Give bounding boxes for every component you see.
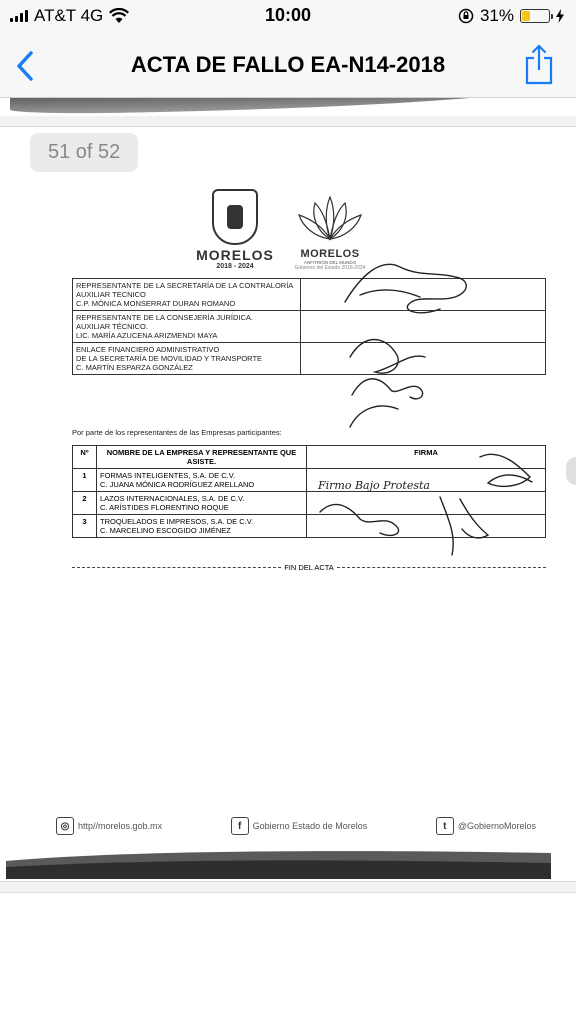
orientation-lock-icon <box>458 8 474 24</box>
end-text: FIN DEL ACTA <box>284 563 334 572</box>
official-name: C.P. MÓNICA MONSERRAT DURAN ROMANO <box>76 299 236 308</box>
logo-right-tagline: ANFITRIÓN DEL MUNDO <box>303 260 357 265</box>
next-page[interactable] <box>0 892 576 1024</box>
page-decoration <box>6 849 551 879</box>
previous-page[interactable] <box>0 98 576 116</box>
table-row <box>73 492 546 515</box>
logo-right-name: MORELOS <box>300 248 360 260</box>
share-button[interactable] <box>522 42 556 86</box>
handwritten-note: Firmo Bajo Protesta <box>318 479 430 492</box>
official-cell <box>73 311 301 343</box>
company-num: 3 <box>73 515 97 538</box>
company-cell <box>97 469 307 492</box>
official-name: C. MARTÍN ESPARZA GONZÁLEZ <box>76 363 193 372</box>
globe-icon: ◎ <box>56 817 74 835</box>
official-position: AUXILIAR TÉCNICO. <box>76 322 148 331</box>
end-of-document-line <box>72 563 546 572</box>
header-signature: FIRMA <box>307 446 546 469</box>
table-row <box>73 515 546 538</box>
company-rep: C. JUANA MÓNICA RODRÍGUEZ ARELLANO <box>100 480 255 489</box>
logo-left-years: 2018 - 2024 <box>216 263 254 270</box>
chevron-left-icon <box>16 51 34 81</box>
header-company: NOMBRE DE LA EMPRESA Y REPRESENTANTE QUE ASISTE. <box>97 446 307 469</box>
company-cell <box>97 492 307 515</box>
page-counter: 51 of 52 <box>30 133 138 172</box>
footer-facebook-text: Gobierno Estado de Morelos <box>252 821 368 831</box>
morelos-crest-logo <box>190 189 280 270</box>
official-cell <box>73 279 301 311</box>
footer-web-text: http//morelos.gob.mx <box>78 821 163 831</box>
official-name: LIC. MARÍA AZUCENA ARIZMENDI MAYA <box>76 331 218 340</box>
signature-cell <box>307 515 546 538</box>
company-cell <box>97 515 307 538</box>
companies-table <box>72 445 546 538</box>
signature-cell <box>307 469 546 492</box>
signature-cell <box>307 492 546 515</box>
table-row <box>73 343 546 375</box>
status-time: 10:00 <box>264 5 312 25</box>
battery-icon <box>520 9 550 23</box>
scroll-tab[interactable] <box>566 457 576 485</box>
table-row <box>73 311 546 343</box>
crest-icon <box>212 189 258 245</box>
nav-bar <box>0 34 576 98</box>
facebook-icon: f <box>231 817 249 835</box>
footer-twitter <box>436 817 536 835</box>
official-cell <box>73 343 301 375</box>
signature-cell <box>301 343 546 375</box>
company-name: LAZOS INTERNACIONALES, S.A. DE C.V. <box>100 494 245 503</box>
charging-icon <box>556 9 564 23</box>
official-role: ENLACE FINANCIERO ADMINISTRATIVO <box>76 345 220 354</box>
company-rep: C. MARCELINO ESCOGIDO JIMÉNEZ <box>100 526 231 535</box>
share-icon <box>522 42 556 86</box>
official-department: DE LA SECRETARÍA DE MOVILIDAD Y TRANSPORTE <box>76 354 263 363</box>
logo-left-name: MORELOS <box>196 247 274 263</box>
header-num: Nº <box>73 446 97 469</box>
table-row <box>73 469 546 492</box>
logo-right-sub: Gobierno del Estado 2018-2024 <box>294 265 366 271</box>
officials-table <box>72 278 546 375</box>
carrier-label: AT&T 4G <box>34 6 104 25</box>
flower-logo-icon <box>297 193 363 243</box>
official-role: REPRESENTANTE DE LA SECRETARÍA DE LA CONTRALORÍA <box>76 281 294 290</box>
footer-facebook <box>231 817 368 835</box>
page-decoration <box>10 98 550 115</box>
battery-percent: 31% <box>479 6 514 25</box>
signature-cell <box>301 311 546 343</box>
company-rep: C. ARÍSTIDES FLORENTINO ROQUE <box>100 503 229 512</box>
twitter-icon: t <box>436 817 454 835</box>
back-button[interactable] <box>10 46 40 86</box>
document-title: ACTA DE FALLO EA-N14-2018 <box>130 52 446 77</box>
participants-intro: Por parte de los representantes de las Empresas participantes: <box>72 428 282 437</box>
pdf-page[interactable] <box>0 126 576 882</box>
company-num: 2 <box>73 492 97 515</box>
status-right <box>458 6 564 26</box>
header-logos <box>190 189 390 285</box>
company-name: TROQUELADOS E IMPRESOS, S.A. DE C.V. <box>100 517 254 526</box>
official-position: AUXILIAR TECNICO <box>76 290 146 299</box>
footer-web <box>56 817 162 835</box>
table-header-row <box>73 446 546 469</box>
company-name: FORMAS INTELIGENTES, S.A. DE C.V. <box>100 471 236 480</box>
official-role: REPRESENTANTE DE LA CONSEJERÍA JURÍDICA. <box>76 313 253 322</box>
footer-twitter-text: @GobiernoMorelos <box>457 821 536 831</box>
morelos-government-logo <box>290 193 370 271</box>
table-row <box>73 279 546 311</box>
signature-cell <box>301 279 546 311</box>
company-num: 1 <box>73 469 97 492</box>
status-bar <box>0 0 576 34</box>
page-footer <box>56 817 536 835</box>
